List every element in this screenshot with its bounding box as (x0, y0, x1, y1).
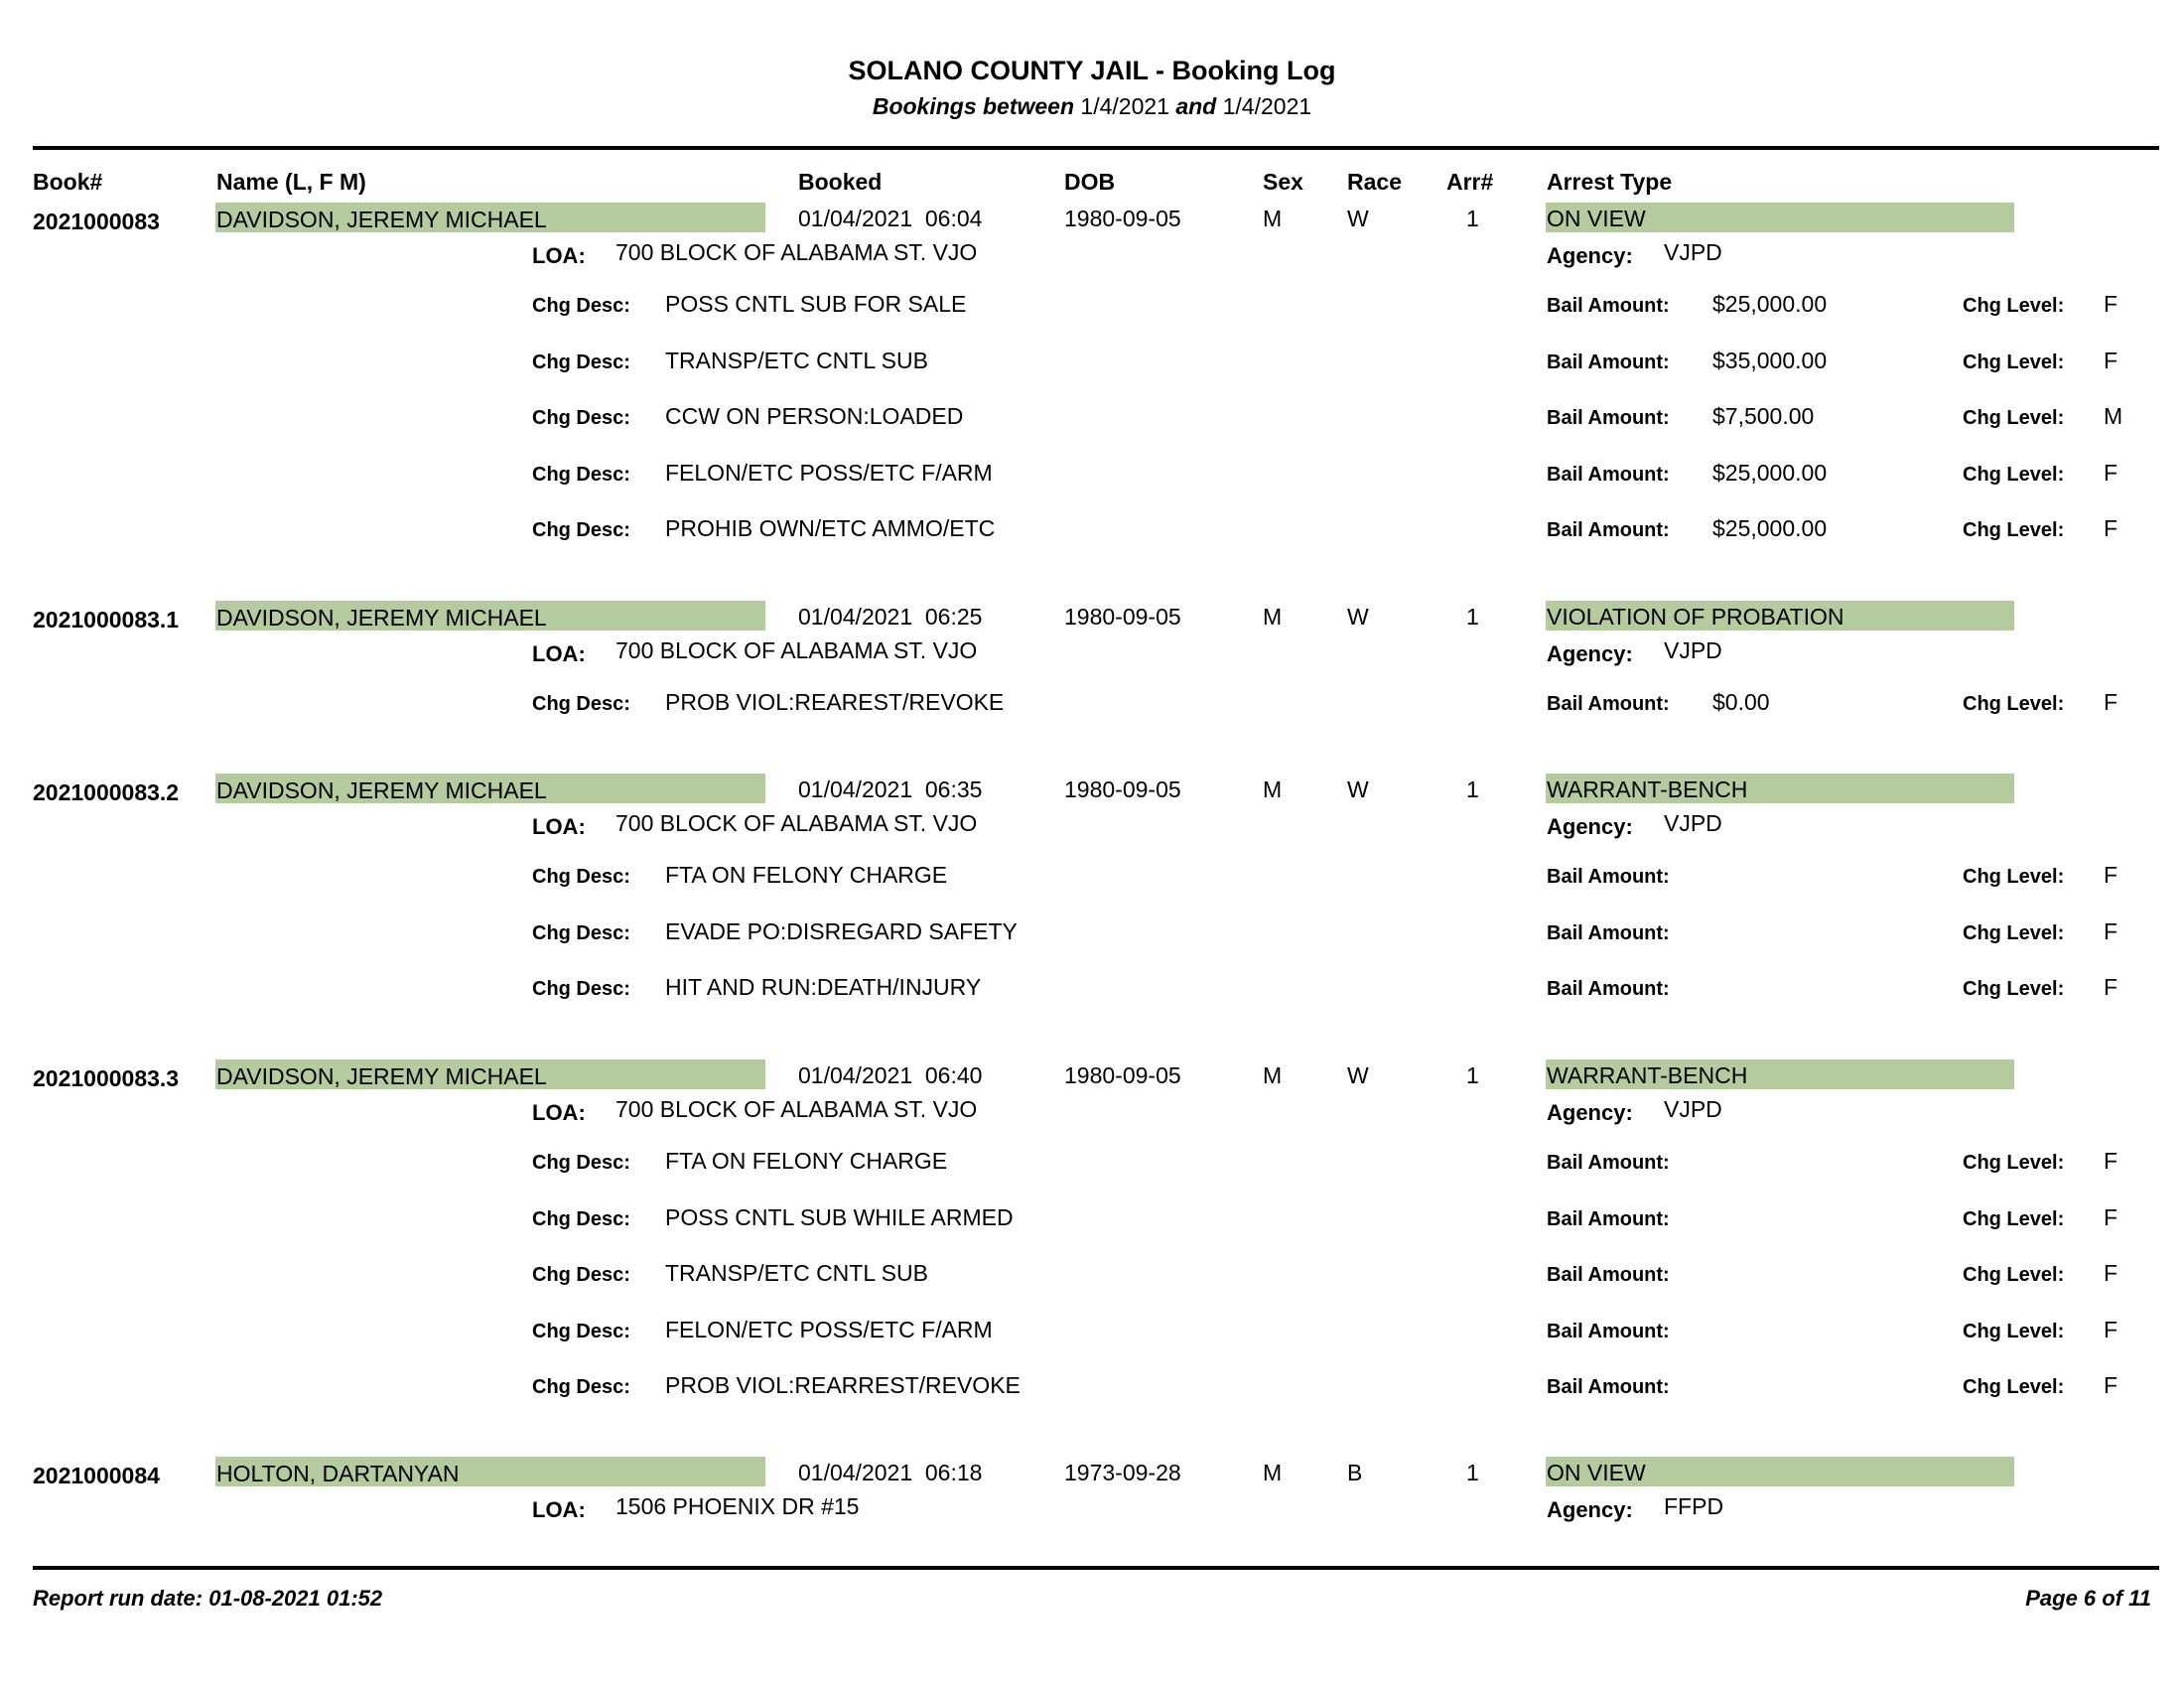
chg-desc-label: Chg Desc: (532, 1321, 630, 1342)
bail-amount-value: $7,500.00 (1712, 403, 1815, 429)
bail-amount-value: $0.00 (1712, 689, 1770, 715)
chg-level-label: Chg Level: (1963, 464, 2065, 486)
chg-desc-value: CCW ON PERSON:LOADED (665, 403, 964, 429)
arrest-type-value: ON VIEW (1547, 1460, 1646, 1485)
booked-datetime: 01/04/2021 06:35 (798, 776, 983, 802)
arr-value: 1 (1466, 1062, 1479, 1088)
chg-desc-label: Chg Desc: (532, 1264, 630, 1286)
sex-value: M (1263, 776, 1283, 802)
chg-level-value: M (2104, 403, 2123, 429)
arr-value: 1 (1466, 776, 1479, 802)
booked-datetime: 01/04/2021 06:40 (798, 1062, 983, 1088)
report-run-date: Report run date: 01-08-2021 01:52 (33, 1586, 383, 1611)
chg-desc-value: FELON/ETC POSS/ETC F/ARM (665, 1317, 993, 1342)
report-title: SOLANO COUNTY JAIL - Booking Log (848, 56, 1336, 85)
book-number: 2021000083 (33, 209, 160, 234)
chg-level-value: F (2104, 862, 2118, 888)
chg-level-value: F (2104, 1148, 2118, 1174)
race-value: B (1347, 1460, 1363, 1485)
sex-value: M (1263, 1062, 1283, 1088)
loa-label: LOA: (532, 1497, 586, 1522)
header-rule (33, 146, 2159, 150)
book-number: 2021000083.1 (33, 607, 180, 633)
booked-datetime: 01/04/2021 06:04 (798, 206, 983, 231)
col-header-race: Race (1347, 169, 1402, 195)
chg-level-value: F (2104, 1317, 2118, 1342)
chg-desc-label: Chg Desc: (532, 1208, 630, 1230)
arrest-type-value: ON VIEW (1547, 206, 1646, 231)
agency-label: Agency: (1547, 814, 1633, 839)
chg-level-value: F (2104, 348, 2118, 373)
agency-value: VJPD (1664, 637, 1722, 663)
arr-value: 1 (1466, 604, 1479, 630)
bail-amount-label: Bail Amount: (1547, 1152, 1670, 1174)
chg-desc-label: Chg Desc: (532, 922, 630, 944)
loa-label: LOA: (532, 243, 586, 268)
chg-level-value: F (2104, 460, 2118, 486)
agency-value: VJPD (1664, 239, 1722, 265)
subtitle-prefix: Bookings between (872, 93, 1075, 119)
bail-amount-label: Bail Amount: (1547, 352, 1670, 373)
bail-amount-label: Bail Amount: (1547, 866, 1670, 888)
chg-desc-value: FTA ON FELONY CHARGE (665, 862, 948, 888)
chg-desc-label: Chg Desc: (532, 295, 630, 317)
bail-amount-label: Bail Amount: (1547, 1376, 1670, 1398)
chg-desc-label: Chg Desc: (532, 693, 630, 715)
bail-amount-label: Bail Amount: (1547, 407, 1670, 429)
bail-amount-label: Bail Amount: (1547, 922, 1670, 944)
bail-amount-label: Bail Amount: (1547, 464, 1670, 486)
bail-amount-label: Bail Amount: (1547, 978, 1670, 1000)
arrest-type-value: WARRANT-BENCH (1547, 776, 1748, 802)
loa-value: 700 BLOCK OF ALABAMA ST. VJO (615, 1096, 978, 1122)
arrest-type-value: VIOLATION OF PROBATION (1547, 604, 1844, 630)
bail-amount-label: Bail Amount: (1547, 1321, 1670, 1342)
loa-value: 1506 PHOENIX DR #15 (615, 1493, 860, 1519)
chg-desc-value: FTA ON FELONY CHARGE (665, 1148, 948, 1174)
chg-level-value: F (2104, 291, 2118, 317)
chg-desc-value: PROHIB OWN/ETC AMMO/ETC (665, 515, 996, 541)
bail-amount-value: $25,000.00 (1712, 460, 1828, 486)
loa-label: LOA: (532, 814, 586, 839)
bail-amount-label: Bail Amount: (1547, 693, 1670, 715)
chg-desc-value: PROB VIOL:REARREST/REVOKE (665, 1372, 1021, 1398)
sex-value: M (1263, 604, 1283, 630)
agency-value: VJPD (1664, 1096, 1722, 1122)
chg-level-label: Chg Level: (1963, 519, 2065, 541)
chg-desc-value: TRANSP/ETC CNTL SUB (665, 348, 928, 373)
bail-amount-label: Bail Amount: (1547, 1264, 1670, 1286)
loa-label: LOA: (532, 1100, 586, 1125)
booked-datetime: 01/04/2021 06:18 (798, 1460, 983, 1485)
chg-desc-value: EVADE PO:DISREGARD SAFETY (665, 918, 1018, 944)
chg-level-value: F (2104, 1372, 2118, 1398)
chg-level-label: Chg Level: (1963, 352, 2065, 373)
chg-desc-value: POSS CNTL SUB WHILE ARMED (665, 1204, 1014, 1230)
dob-value: 1980-09-05 (1064, 206, 1181, 231)
chg-desc-label: Chg Desc: (532, 866, 630, 888)
date-to: 1/4/2021 (1222, 93, 1312, 119)
chg-desc-label: Chg Desc: (532, 407, 630, 429)
date-from: 1/4/2021 (1080, 93, 1169, 119)
chg-level-label: Chg Level: (1963, 295, 2065, 317)
col-header-arr: Arr# (1446, 169, 1494, 195)
agency-label: Agency: (1547, 243, 1633, 268)
bail-amount-value: $25,000.00 (1712, 515, 1828, 541)
agency-value: FFPD (1664, 1493, 1724, 1519)
race-value: W (1347, 1062, 1369, 1088)
chg-level-label: Chg Level: (1963, 922, 2065, 944)
inmate-name: DAVIDSON, JEREMY MICHAEL (216, 207, 547, 232)
sex-value: M (1263, 206, 1283, 231)
chg-level-value: F (2104, 1260, 2118, 1286)
chg-level-label: Chg Level: (1963, 866, 2065, 888)
bail-amount-label: Bail Amount: (1547, 1208, 1670, 1230)
loa-value: 700 BLOCK OF ALABAMA ST. VJO (615, 637, 978, 663)
booked-datetime: 01/04/2021 06:25 (798, 604, 983, 630)
agency-label: Agency: (1547, 641, 1633, 666)
loa-value: 700 BLOCK OF ALABAMA ST. VJO (615, 810, 978, 836)
chg-desc-value: POSS CNTL SUB FOR SALE (665, 291, 967, 317)
chg-desc-label: Chg Desc: (532, 352, 630, 373)
loa-value: 700 BLOCK OF ALABAMA ST. VJO (615, 239, 978, 265)
chg-level-label: Chg Level: (1963, 1208, 2065, 1230)
loa-label: LOA: (532, 641, 586, 666)
book-number: 2021000083.3 (33, 1065, 180, 1091)
chg-desc-label: Chg Desc: (532, 978, 630, 1000)
chg-desc-label: Chg Desc: (532, 1376, 630, 1398)
chg-desc-value: PROB VIOL:REAREST/REVOKE (665, 689, 1005, 715)
chg-level-value: F (2104, 1204, 2118, 1230)
col-header-arrest-type: Arrest Type (1547, 169, 1673, 195)
race-value: W (1347, 206, 1369, 231)
col-header-dob: DOB (1064, 169, 1116, 195)
page-number: Page 6 of 11 (2025, 1586, 2151, 1611)
agency-label: Agency: (1547, 1100, 1633, 1125)
book-number: 2021000083.2 (33, 779, 180, 805)
col-header-sex: Sex (1263, 169, 1303, 195)
chg-desc-value: FELON/ETC POSS/ETC F/ARM (665, 460, 993, 486)
arrest-type-value: WARRANT-BENCH (1547, 1062, 1748, 1088)
chg-desc-label: Chg Desc: (532, 519, 630, 541)
chg-level-label: Chg Level: (1963, 1376, 2065, 1398)
col-header-book: Book# (33, 169, 103, 195)
chg-level-value: F (2104, 974, 2118, 1000)
bail-amount-label: Bail Amount: (1547, 295, 1670, 317)
inmate-name: DAVIDSON, JEREMY MICHAEL (216, 777, 547, 803)
bail-amount-value: $35,000.00 (1712, 348, 1828, 373)
inmate-name: HOLTON, DARTANYAN (216, 1461, 460, 1486)
chg-desc-value: HIT AND RUN:DEATH/INJURY (665, 974, 982, 1000)
chg-level-label: Chg Level: (1963, 693, 2065, 715)
chg-level-value: F (2104, 918, 2118, 944)
chg-level-value: F (2104, 689, 2118, 715)
chg-desc-value: TRANSP/ETC CNTL SUB (665, 1260, 928, 1286)
agency-value: VJPD (1664, 810, 1722, 836)
chg-level-label: Chg Level: (1963, 1264, 2065, 1286)
arr-value: 1 (1466, 206, 1479, 231)
inmate-name: DAVIDSON, JEREMY MICHAEL (216, 605, 547, 631)
agency-label: Agency: (1547, 1497, 1633, 1522)
chg-level-label: Chg Level: (1963, 407, 2065, 429)
dob-value: 1980-09-05 (1064, 776, 1181, 802)
bail-amount-label: Bail Amount: (1547, 519, 1670, 541)
subtitle-and: and (1175, 93, 1217, 119)
dob-value: 1980-09-05 (1064, 1062, 1181, 1088)
chg-level-label: Chg Level: (1963, 1321, 2065, 1342)
inmate-name: DAVIDSON, JEREMY MICHAEL (216, 1063, 547, 1089)
bail-amount-value: $25,000.00 (1712, 291, 1828, 317)
dob-value: 1973-09-28 (1064, 1460, 1181, 1485)
dob-value: 1980-09-05 (1064, 604, 1181, 630)
chg-desc-label: Chg Desc: (532, 1152, 630, 1174)
race-value: W (1347, 776, 1369, 802)
sex-value: M (1263, 1460, 1283, 1485)
chg-level-value: F (2104, 515, 2118, 541)
col-header-booked: Booked (798, 169, 883, 195)
chg-level-label: Chg Level: (1963, 978, 2065, 1000)
col-header-name: Name (L, F M) (216, 169, 366, 195)
race-value: W (1347, 604, 1369, 630)
chg-desc-label: Chg Desc: (532, 464, 630, 486)
chg-level-label: Chg Level: (1963, 1152, 2065, 1174)
arr-value: 1 (1466, 1460, 1479, 1485)
footer-rule (33, 1566, 2159, 1570)
book-number: 2021000084 (33, 1463, 160, 1488)
report-subtitle (0, 93, 2184, 120)
